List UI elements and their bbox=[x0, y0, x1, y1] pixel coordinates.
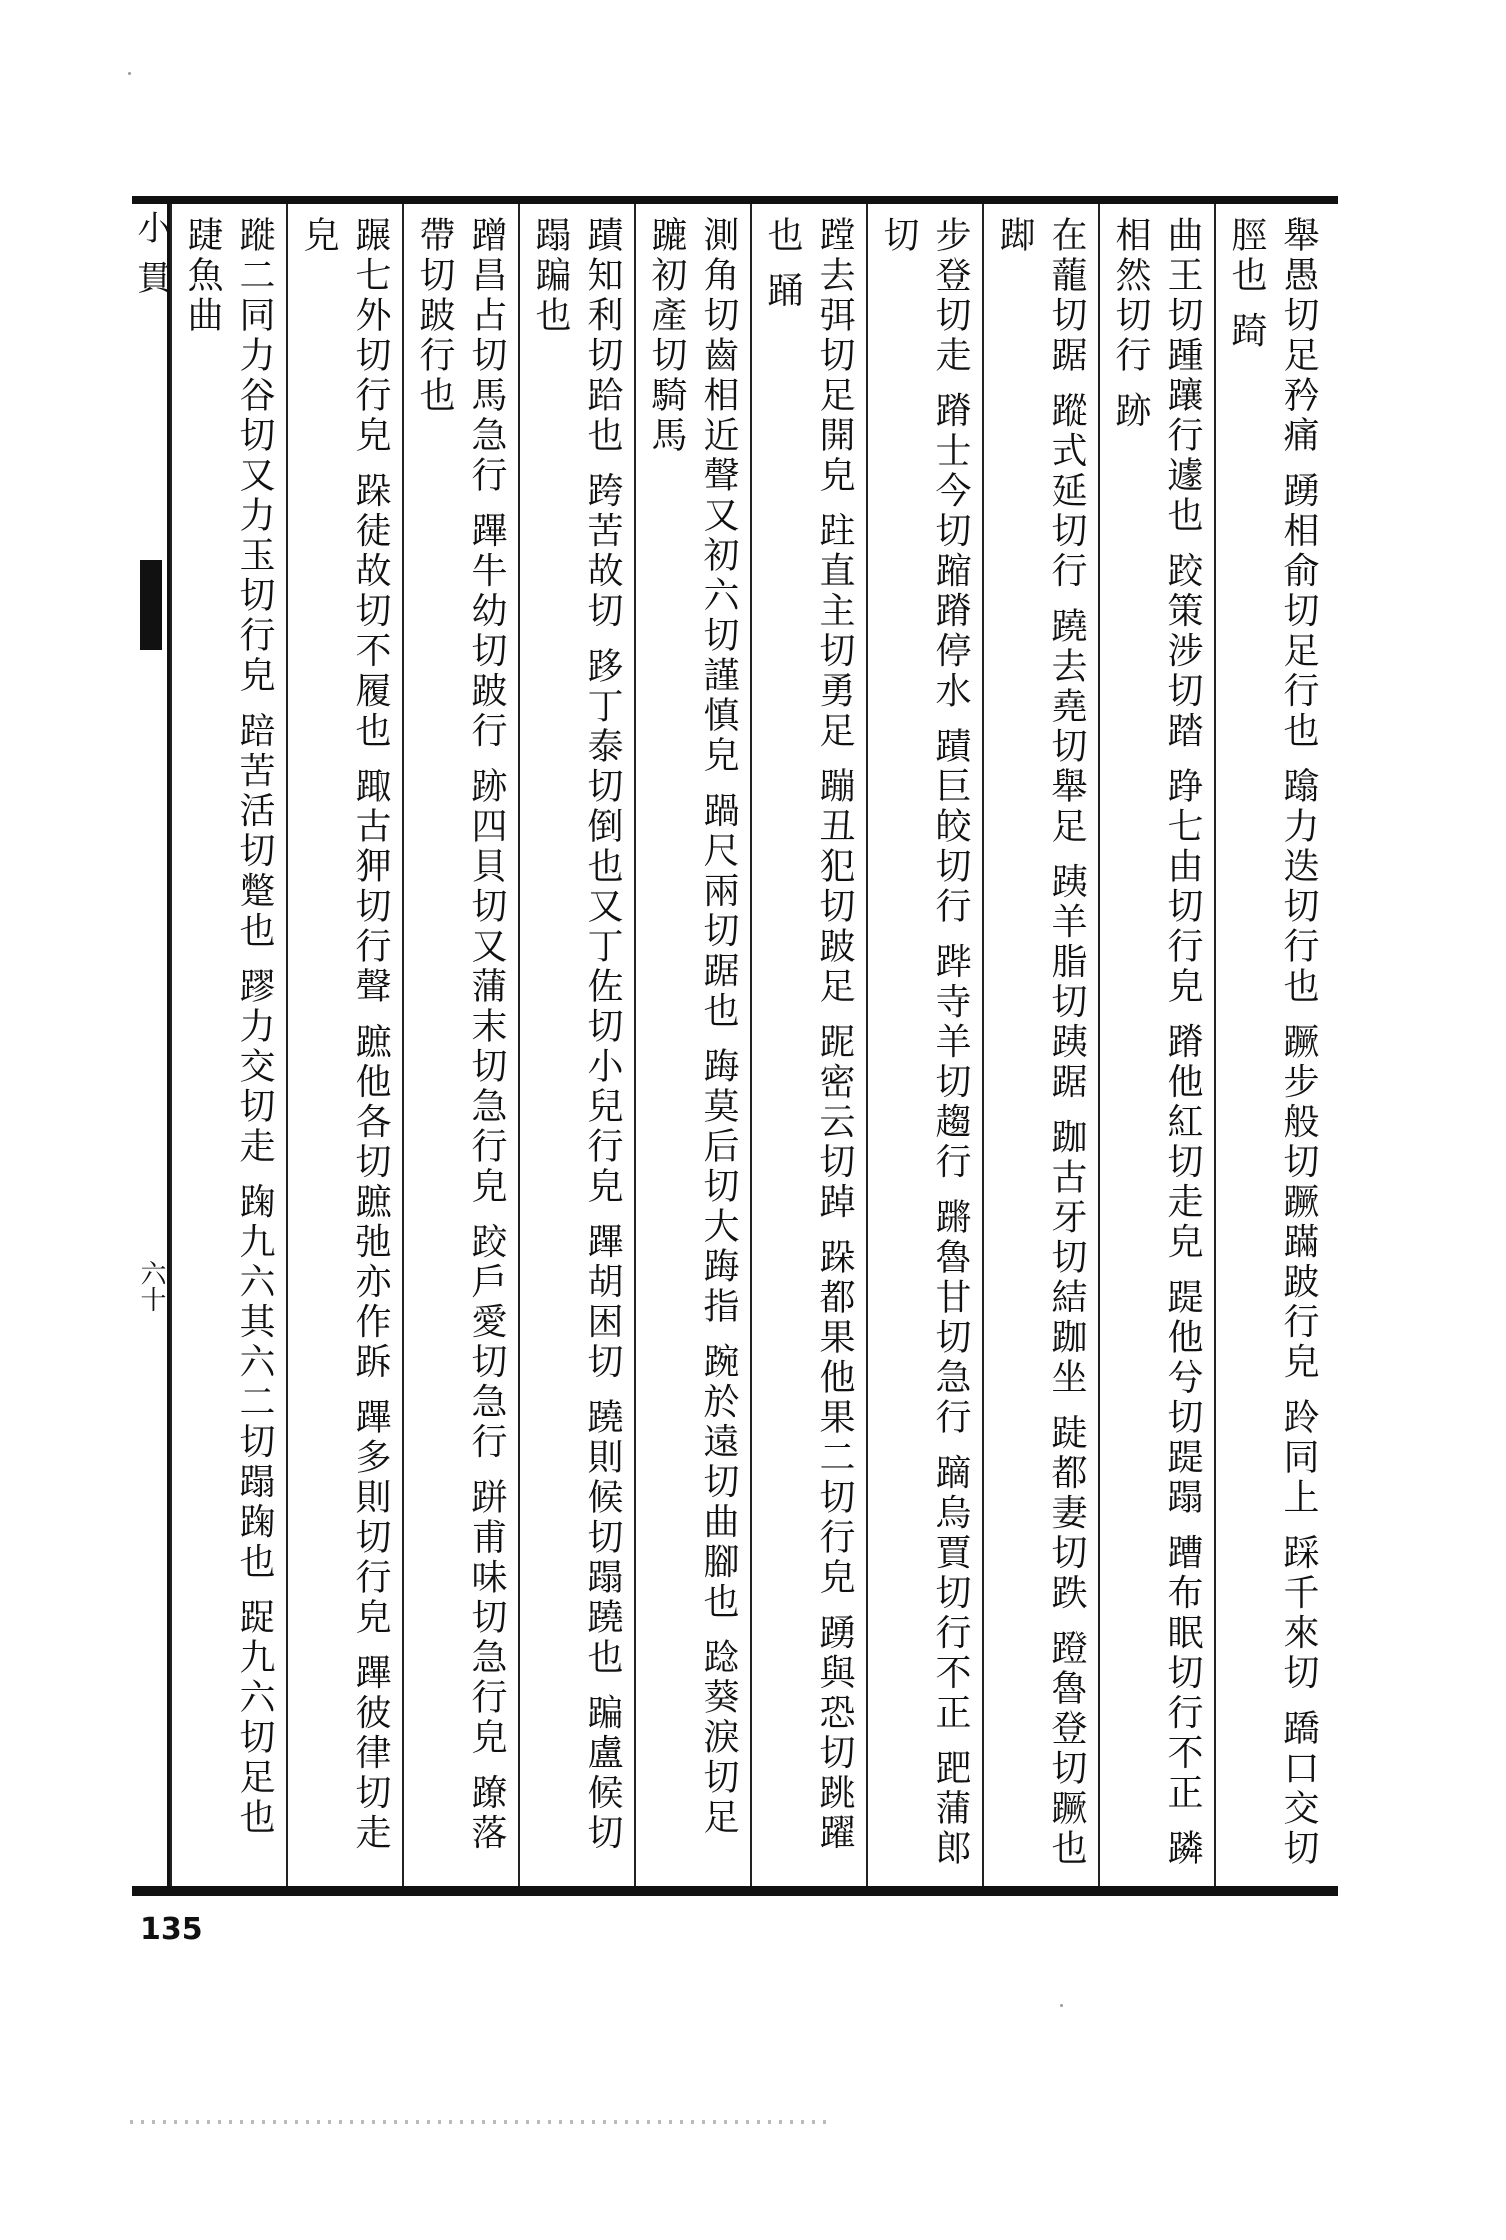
text-column-9: 蹍七外切行皃 跺徒故切不履也 踙古狎切行聲 蹠他各切蹠弛亦作跅 蹕多則切行皃 蹕彼律切走皃 bbox=[286, 204, 402, 1886]
text-column-8: 蹭昌占切馬急行 蹕牛幼切跛行 跡四貝切又蒲末切急行皃 跤戶愛切急行 跰甫味切急行皃 蹽落帶切跛行也 bbox=[402, 204, 518, 1886]
margin-strip bbox=[132, 204, 170, 1886]
scan-speck bbox=[1060, 2004, 1063, 2007]
text-column-1: 舉愚切足矜痛 踴相俞切足行也 蹹力迭切行也 蹶步般切蹶蹣跛行皃 跉同上 踩千來切 蹻口交切脛也 踦 bbox=[1214, 204, 1330, 1886]
text-column-7: 蹟知利切跲也 跨苦故切 跢丁泰切倒也又丁佐切小兒行皃 蹕胡困切 蹺則候切蹋蹺也 蹁盧候切蹋蹁也 bbox=[518, 204, 634, 1886]
scan-speck bbox=[128, 72, 131, 75]
margin-mark-title: 貫 bbox=[131, 260, 171, 294]
text-column-2: 曲王切踵躟行遽也 跤策涉切踏 踭七由切行皃 蹐他紅切走皃 踶他兮切踶蹋 蹧布眠切行不正 蹸相然切行 跡 bbox=[1098, 204, 1214, 1886]
text-column-3: 在蘢切踞 蹤式延切行 蹺去堯切舉足 跠羊脂切跠踞 跏古牙切結跏坐 跿都妻切跌 蹬魯登切蹶也 踋 bbox=[982, 204, 1098, 1886]
margin-fishtail-mark bbox=[140, 560, 162, 650]
margin-mark-folio: 六十 bbox=[136, 1260, 166, 1312]
margin-mark-top: 小 bbox=[131, 210, 171, 244]
text-column-6: 測角切齒相近聲又初六切謹慎皃 踻尺兩切踞也 踇莫后切大踇指 踠於遠切曲腳也 踗葵淚切足 蹗初產切騎馬 bbox=[634, 204, 750, 1886]
text-columns bbox=[170, 204, 1330, 1886]
text-column-10: 蹝二同力谷切又力玉切行皃 踣苦活切蹩也 蹘力交切走 踘九六其六二切蹋踘也 踀九六切足也 踕魚曲 bbox=[170, 204, 286, 1886]
text-column-5: 蹚去弭切足開皃 跓直主切勇足 蹦丑犯切跛足 跜密云切踔 跺都果他果二切行皃 踴與恐切跳躍也 踊 bbox=[750, 204, 866, 1886]
scan-noise-line bbox=[130, 2120, 830, 2124]
text-column-4: 步登切走 蹐士今切蹜蹐停水 蹟巨皎切行 跸寺羊切趨行 蹡魯甘切急行 蹢烏賈切行不正 跁蒲郎切 bbox=[866, 204, 982, 1886]
page-number: 135 bbox=[140, 1912, 203, 1947]
